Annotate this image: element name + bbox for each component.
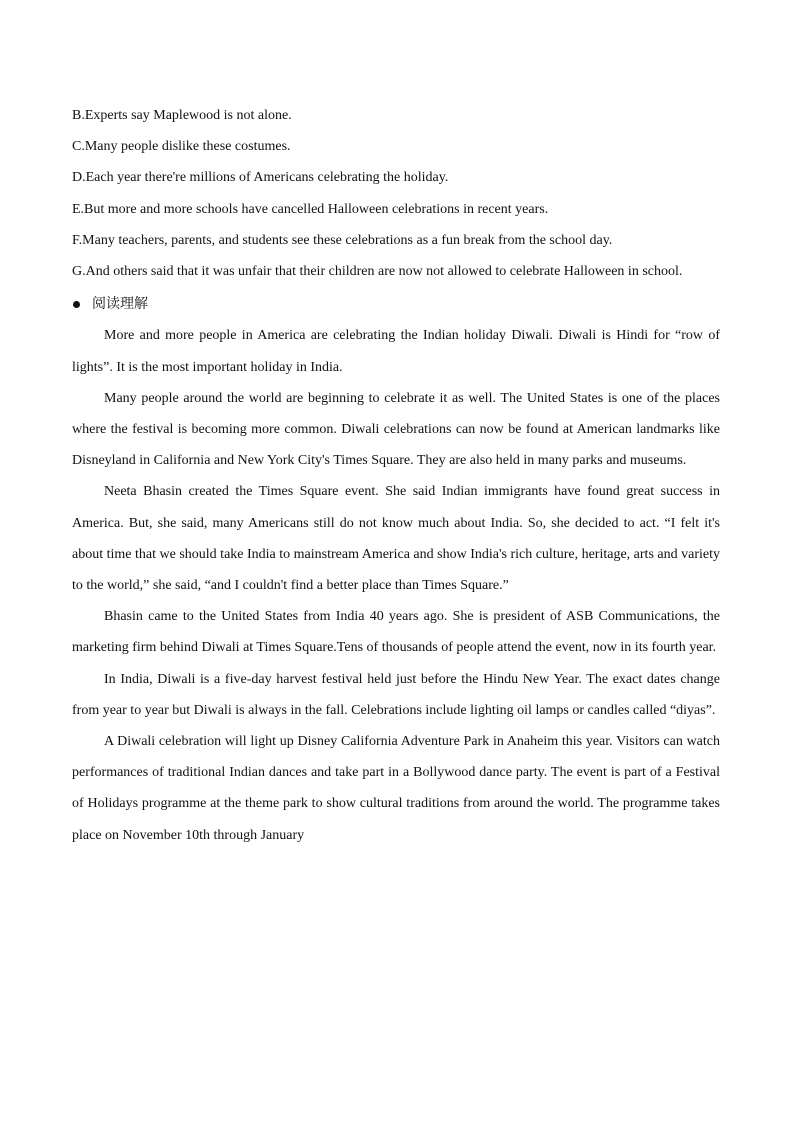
option-f: F.Many teachers, parents, and students see these celebrations as a fun break from the school day. bbox=[72, 232, 613, 248]
paragraph-6: A Diwali celebration will light up Disney California Adventure Park in Anaheim this year. Visitors can watch performances of traditional Indian dances and take part in a Bollywood dance party. The event is part of a Festival of Holidays programme at the theme park to show cultural traditions from around the world. The programme takes place on November 10th through January bbox=[72, 734, 720, 843]
option-c: C.Many people dislike these costumes. bbox=[72, 139, 291, 155]
paragraph-1: More and more people in America are celebrating the Indian holiday Diwali. Diwali is Hindi for “row of lights”. It is the most important holiday in India. bbox=[72, 328, 720, 375]
bullet-icon bbox=[73, 301, 80, 308]
paragraph-4: Bhasin came to the United States from India 40 years ago. She is president of ASB Communications, the marketing firm behind Diwali at Times Square.Tens of thousands of people attend the event, now in its fourth year. bbox=[72, 609, 720, 656]
option-e: E.But more and more schools have cancelled Halloween celebrations in recent years. bbox=[72, 201, 549, 217]
option-d: D.Each year there're millions of Americans celebrating the holiday. bbox=[72, 170, 449, 186]
option-g: G.And others said that it was unfair that their children are now not allowed to celebrate Halloween in school. bbox=[72, 264, 683, 280]
paragraph-2: Many people around the world are beginning to celebrate it as well. The United States is one of the places where the festival is becoming more common. Diwali celebrations can now be found at American landmarks like Disneyland in California and New York City's Times Square. They are also held in many parks and museums. bbox=[72, 390, 720, 469]
option-b: B.Experts say Maplewood is not alone. bbox=[72, 108, 292, 123]
document-page bbox=[72, 100, 720, 851]
section-heading bbox=[72, 289, 720, 320]
paragraph-3: Neeta Bhasin created the Times Square event. She said Indian immigrants have found great success in America. But, she said, many Americans still do not know much about India. So, she decided to act. “I felt it's about time that we should take India to mainstream America and show India's rich culture, heritage, arts and variety to the world,” she said, “and I couldn't find a better place than Times Square.” bbox=[72, 484, 720, 594]
section-heading-text: 阅读理解 bbox=[92, 296, 148, 313]
paragraph-5: In India, Diwali is a five-day harvest festival held just before the Hindu New Year. The exact dates change from year to year but Diwali is always in the fall. Celebrations include lighting oil lamps or candles called “diyas”. bbox=[72, 671, 720, 718]
